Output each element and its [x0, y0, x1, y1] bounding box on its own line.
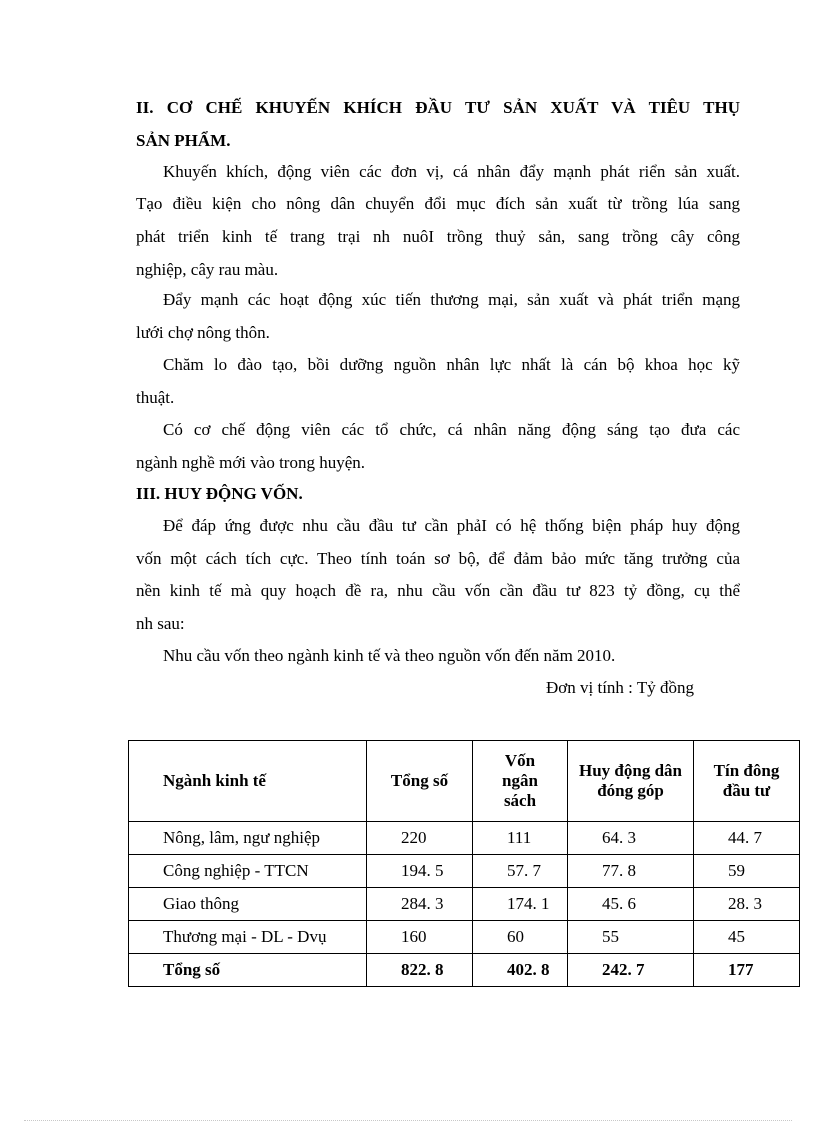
cell-sector: Thương mại - DL - Dvụ [129, 921, 367, 954]
total-budget: 402. 8 [473, 954, 568, 987]
table-total-row [129, 954, 800, 987]
table-row [129, 921, 800, 954]
header-public-contribution: Huy động dân đóng góp [568, 741, 694, 822]
header-sector: Ngành kinh tế [129, 741, 367, 822]
header-total: Tổng số [367, 741, 473, 822]
table-row [129, 822, 800, 855]
unit-note: Đơn vị tính : Tỷ đồng [546, 678, 694, 697]
table-header-row [129, 741, 800, 822]
cell-contribution: 77. 8 [568, 855, 694, 888]
section-3-para-1-line-3: nền kinh tế mà quy hoạch đề ra, nhu cầu vốn cần đầu tư 823 tỷ đồng, cụ thể [136, 581, 740, 600]
section-2-para-1-line-1: Khuyến khích, động viên các đơn vị, cá nhân đẩy mạnh phát riển sản xuất. [163, 162, 740, 181]
header-credit-investment: Tín đông đầu tư [694, 741, 800, 822]
section-3-para-2: Nhu cầu vốn theo ngành kinh tế và theo nguồn vốn đến năm 2010. [163, 646, 616, 665]
section-2-para-2-line-1: Đẩy mạnh các hoạt động xúc tiến thương mại, sản xuất và phát triển mạng [163, 290, 740, 309]
section-2-para-4-line-1: Có cơ chế động viên các tổ chức, cá nhân năng động sáng tạo đưa các [163, 420, 740, 439]
cell-credit: 28. 3 [694, 888, 800, 921]
cell-contribution: 45. 6 [568, 888, 694, 921]
total-contribution: 242. 7 [568, 954, 694, 987]
cell-contribution: 55 [568, 921, 694, 954]
page-bottom-divider [24, 1120, 792, 1121]
cell-total: 284. 3 [367, 888, 473, 921]
cell-total: 160 [367, 921, 473, 954]
section-2-para-1-line-2: Tạo điều kiện cho nông dân chuyển đổi mục đích sản xuất từ trồng lúa sang [136, 194, 740, 213]
cell-credit: 59 [694, 855, 800, 888]
total-label: Tổng số [129, 954, 367, 987]
cell-sector: Công nghiệp - TTCN [129, 855, 367, 888]
total-all: 822. 8 [367, 954, 473, 987]
section-3-para-1-line-1: Để đáp ứng được nhu cầu đầu tư cần phảI có hệ thống biện pháp huy động [163, 516, 740, 535]
cell-budget: 57. 7 [473, 855, 568, 888]
cell-contribution: 64. 3 [568, 822, 694, 855]
cell-sector: Nông, lâm, ngư nghiệp [129, 822, 367, 855]
section-2-para-2-line-2: lưới chợ nông thôn. [136, 323, 270, 342]
cell-total: 220 [367, 822, 473, 855]
section-2-title-line-2: SẢN PHẨM. [136, 131, 231, 150]
section-3-title: III. HUY ĐỘNG VỐN. [136, 484, 303, 503]
section-2-para-1-line-3: phát triển kinh tế trang trại nh nuôI trồng thuỷ sản, sang trồng cây công [136, 227, 740, 246]
cell-budget: 111 [473, 822, 568, 855]
header-budget-capital: Vốn ngân sách [473, 741, 568, 822]
cell-total: 194. 5 [367, 855, 473, 888]
cell-budget: 60 [473, 921, 568, 954]
section-3-para-1-line-2: vốn một cách tích cực. Theo tính toán sơ bộ, để đảm bảo mức tăng trưởng của [136, 549, 740, 568]
table-row [129, 855, 800, 888]
cell-credit: 44. 7 [694, 822, 800, 855]
section-2-para-3-line-2: thuật. [136, 388, 175, 407]
investment-table [128, 740, 800, 987]
section-2-title-line-1: II. CƠ CHẾ KHUYẾN KHÍCH ĐẦU TƯ SẢN XUẤT VÀ TIÊU THỤ [136, 98, 740, 117]
section-2-para-3-line-1: Chăm lo đào tạo, bồi dưỡng nguồn nhân lực nhất là cán bộ khoa học kỹ [163, 355, 740, 374]
cell-credit: 45 [694, 921, 800, 954]
table-row [129, 888, 800, 921]
cell-sector: Giao thông [129, 888, 367, 921]
section-2-para-1-line-4: nghiệp, cây rau màu. [136, 260, 279, 279]
total-credit: 177 [694, 954, 800, 987]
section-3-para-1-line-4: nh sau: [136, 614, 185, 633]
section-2-para-4-line-2: ngành nghề mới vào trong huyện. [136, 453, 366, 472]
cell-budget: 174. 1 [473, 888, 568, 921]
